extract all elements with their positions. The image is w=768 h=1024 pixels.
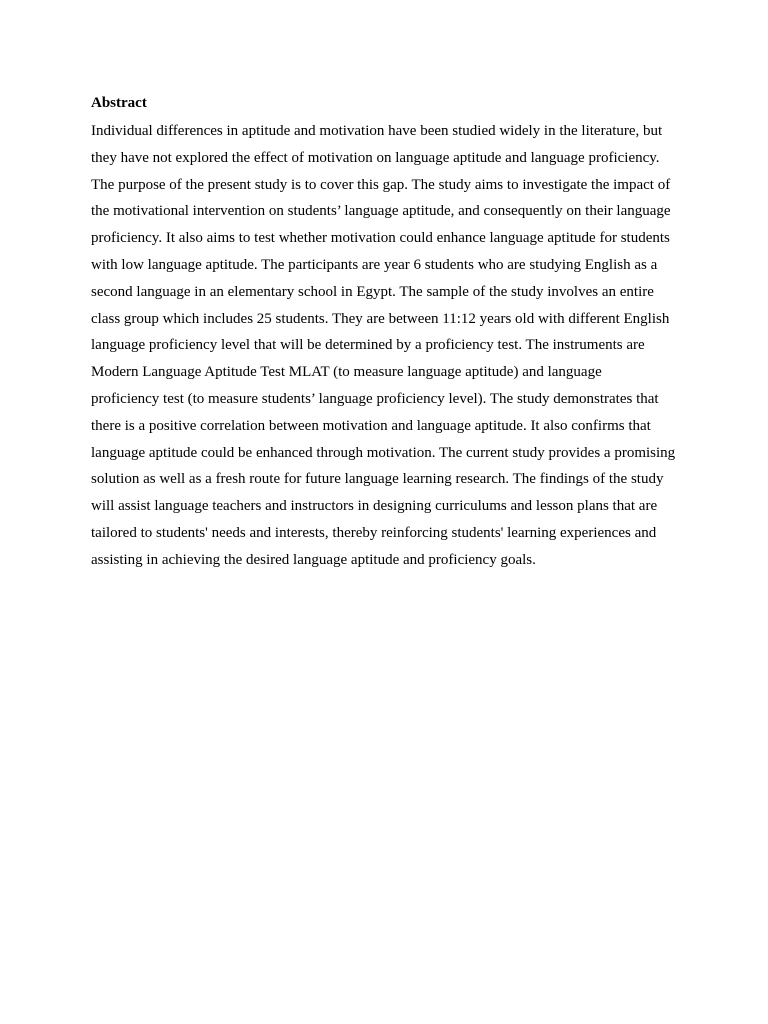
abstract-line: second language in an elementary school in Egypt. The sample of the study involves an entire [91,283,654,300]
abstract-line: tailored to students' needs and interests, thereby reinforcing students' learning experiences and [91,524,657,541]
abstract-line: will assist language teachers and instructors in designing curriculums and lesson plans that are [91,498,658,515]
abstract-line: assisting in achieving the desired language aptitude and proficiency goals. [91,551,536,568]
abstract-line: class group which includes 25 students. They are between 11:12 years old with different English [91,310,670,327]
abstract-line: the motivational intervention on students’ language aptitude, and consequently on their language [91,203,671,220]
abstract-line: there is a positive correlation between motivation and language aptitude. It also confirms that [91,417,651,434]
abstract-line: they have not explored the effect of motivation on language aptitude and language proficiency. [91,149,660,166]
abstract-line: with low language aptitude. The participants are year 6 students who are studying English as a [91,256,658,273]
abstract-line: proficiency test (to measure students’ language proficiency level). The study demonstrates that [91,390,659,407]
abstract-line: language proficiency level that will be determined by a proficiency test. The instruments are [91,337,645,354]
abstract-paragraph [91,114,691,574]
abstract-line: Modern Language Aptitude Test MLAT (to measure language aptitude) and language [91,364,602,381]
abstract-section [91,92,691,574]
abstract-line: proficiency. It also aims to test whether motivation could enhance language aptitude for students [91,230,670,247]
abstract-line: Individual differences in aptitude and motivation have been studied widely in the literature, but [91,123,663,139]
abstract-heading: Abstract [91,95,147,111]
abstract-line: solution as well as a fresh route for future language learning research. The findings of the study [91,471,664,488]
abstract-line: The purpose of the present study is to cover this gap. The study aims to investigate the impact of [91,176,671,193]
abstract-line: language aptitude could be enhanced through motivation. The current study provides a promising [91,444,676,461]
